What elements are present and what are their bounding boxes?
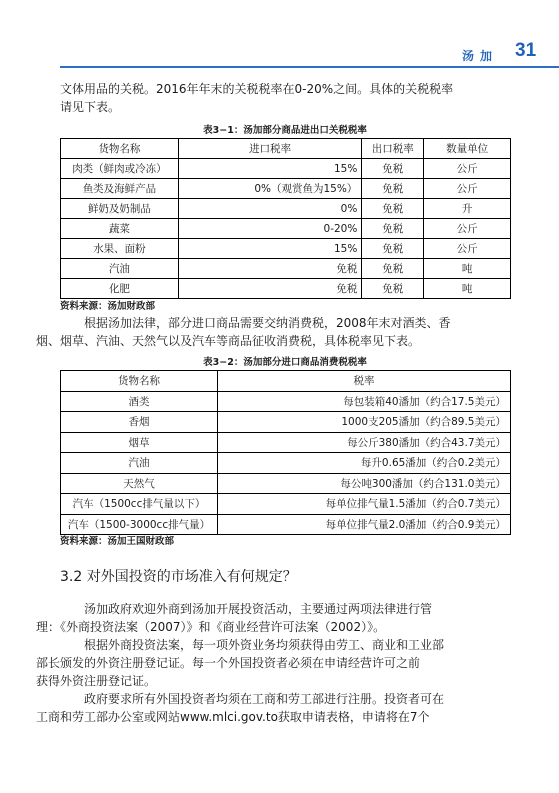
table-cell: 15%: [178, 159, 361, 179]
table-header-cell: 数量单位: [424, 139, 511, 159]
table2-caption: 表3−2：汤加部分进口商品消费税税率: [203, 357, 367, 368]
table-cell: 每包装箱40潘加（约合17.5美元）: [217, 391, 510, 412]
para4-line-3: 获得外资注册登记证。: [36, 674, 157, 688]
investment-law-paragraph: [36, 600, 510, 636]
para5-line-2: 工商和劳工部办公室或网站www.mlci.gov.to获取申请表格，申请将在7个: [36, 710, 430, 724]
table-cell: 公斤: [424, 239, 511, 259]
para2-line-1: 根据汤加法律，部分进口商品需要交纳消费税，2008年末对酒类、香: [84, 316, 451, 330]
table-cell: 升: [424, 199, 511, 219]
table-cell: 香烟: [61, 412, 218, 433]
table-cell: 酒类: [61, 391, 218, 412]
consumption-tax-table: [60, 370, 511, 535]
table-cell: 每公斤380潘加（约合43.7美元）: [217, 432, 510, 453]
table-row: [61, 279, 511, 299]
table-row: [61, 432, 511, 453]
table-cell: 肉类（鲜肉或冷冻）: [61, 159, 179, 179]
table-cell: 鱼类及海鲜产品: [61, 179, 179, 199]
intro-paragraph: [60, 80, 510, 116]
para3-line-1: 汤加政府欢迎外商到汤加开展投资活动，主要通过两项法律进行管: [84, 602, 433, 616]
table-cell: 水果、面粉: [61, 239, 179, 259]
table-cell: 汽油: [61, 453, 218, 474]
table-cell: 免税: [362, 199, 424, 219]
table-cell: 免税: [362, 279, 424, 299]
table-cell: 每公吨300潘加（约合131.0美元）: [217, 473, 510, 494]
table-cell: 0-20%: [178, 219, 361, 239]
table-row: [61, 159, 511, 179]
table-row: [61, 179, 511, 199]
intro-line-2: 请见下表。: [60, 100, 121, 114]
table-cell: 烟草: [61, 432, 218, 453]
table-row: [61, 259, 511, 279]
table-cell: 免税: [178, 279, 361, 299]
para5-line-1: 政府要求所有外国投资者均须在工商和劳工部进行注册。投资者可在: [84, 692, 445, 706]
table-header-cell: 税率: [217, 371, 510, 392]
table-row: [61, 199, 511, 219]
table-cell: 鲜奶及奶制品: [61, 199, 179, 219]
table-header-cell: 出口税率: [362, 139, 424, 159]
table-cell: 15%: [178, 239, 361, 259]
table-cell: 每单位排气量2.0潘加（约合0.9美元）: [217, 514, 510, 535]
table1-caption: 表3−1：汤加部分商品进出口关税税率: [203, 125, 367, 136]
table-header-cell: 货物名称: [61, 371, 218, 392]
consumption-tax-paragraph: [36, 314, 510, 350]
table-cell: 吨: [424, 259, 511, 279]
para4-line-2: 部长颁发的外资注册登记证。每一个外国投资者必须在申请经营许可之前: [36, 656, 421, 670]
table-cell: 每升0.65潘加（约合0.2美元）: [217, 453, 510, 474]
table-header-cell: 货物名称: [61, 139, 179, 159]
table1-source: 资料来源：汤加财政部: [60, 301, 156, 312]
table-cell: 天然气: [61, 473, 218, 494]
table-cell: 公斤: [424, 159, 511, 179]
table-row: [61, 412, 511, 433]
table-row: [61, 239, 511, 259]
table-cell: 免税: [362, 259, 424, 279]
intro-line-1: 文体用品的关税。2016年年末的关税税率在0-20%之间。具体的关税税率: [60, 82, 454, 96]
table-row: [61, 473, 511, 494]
table-cell: 汽车（1500cc排气量以下）: [61, 494, 218, 515]
header-rule: [60, 66, 559, 68]
table-cell: 公斤: [424, 219, 511, 239]
registration-paragraph: [36, 636, 510, 690]
para3-line-2: 理：《外商投资法案（2007）》和《商业经营许可法案（2002）》。: [36, 620, 386, 634]
table-cell: 免税: [362, 219, 424, 239]
para4-line-1: 根据外商投资法案，每一项外资业务均须获得由劳工、商业和工业部: [84, 638, 445, 652]
table-row: [61, 514, 511, 535]
table-cell: 蔬菜: [61, 219, 179, 239]
table-cell: 1000支205潘加（约合89.5美元）: [217, 412, 510, 433]
table-cell: 吨: [424, 279, 511, 299]
table-row: [61, 494, 511, 515]
table-row: [61, 391, 511, 412]
table-header-cell: 进口税率: [178, 139, 361, 159]
header-country-label: 汤加: [462, 49, 499, 63]
table-cell: 汽车（1500-3000cc排气量）: [61, 514, 218, 535]
application-paragraph: [36, 690, 510, 726]
table-cell: 每单位排气量1.5潘加（约合0.7美元）: [217, 494, 510, 515]
table-header-row: [61, 371, 511, 392]
table2-source: 资料来源：汤加王国财政部: [60, 536, 175, 547]
table-row: [61, 453, 511, 474]
tariff-table: [60, 138, 511, 299]
table-header-row: [61, 139, 511, 159]
section-heading: 3.2 对外国投资的市场准入有何规定？: [60, 569, 297, 585]
table-row: [61, 219, 511, 239]
table-cell: 化肥: [61, 279, 179, 299]
table-cell: 免税: [178, 259, 361, 279]
para2-line-2: 烟、烟草、汽油、天然气以及汽车等商品征收消费税，具体税率见下表。: [36, 334, 421, 348]
table-cell: 免税: [362, 239, 424, 259]
table-cell: 0%（观赏鱼为15%）: [178, 179, 361, 199]
table-cell: 汽油: [61, 259, 179, 279]
table-cell: 公斤: [424, 179, 511, 199]
table-cell: 0%: [178, 199, 361, 219]
page-number: 31: [515, 40, 537, 61]
table-cell: 免税: [362, 179, 424, 199]
table-cell: 免税: [362, 159, 424, 179]
